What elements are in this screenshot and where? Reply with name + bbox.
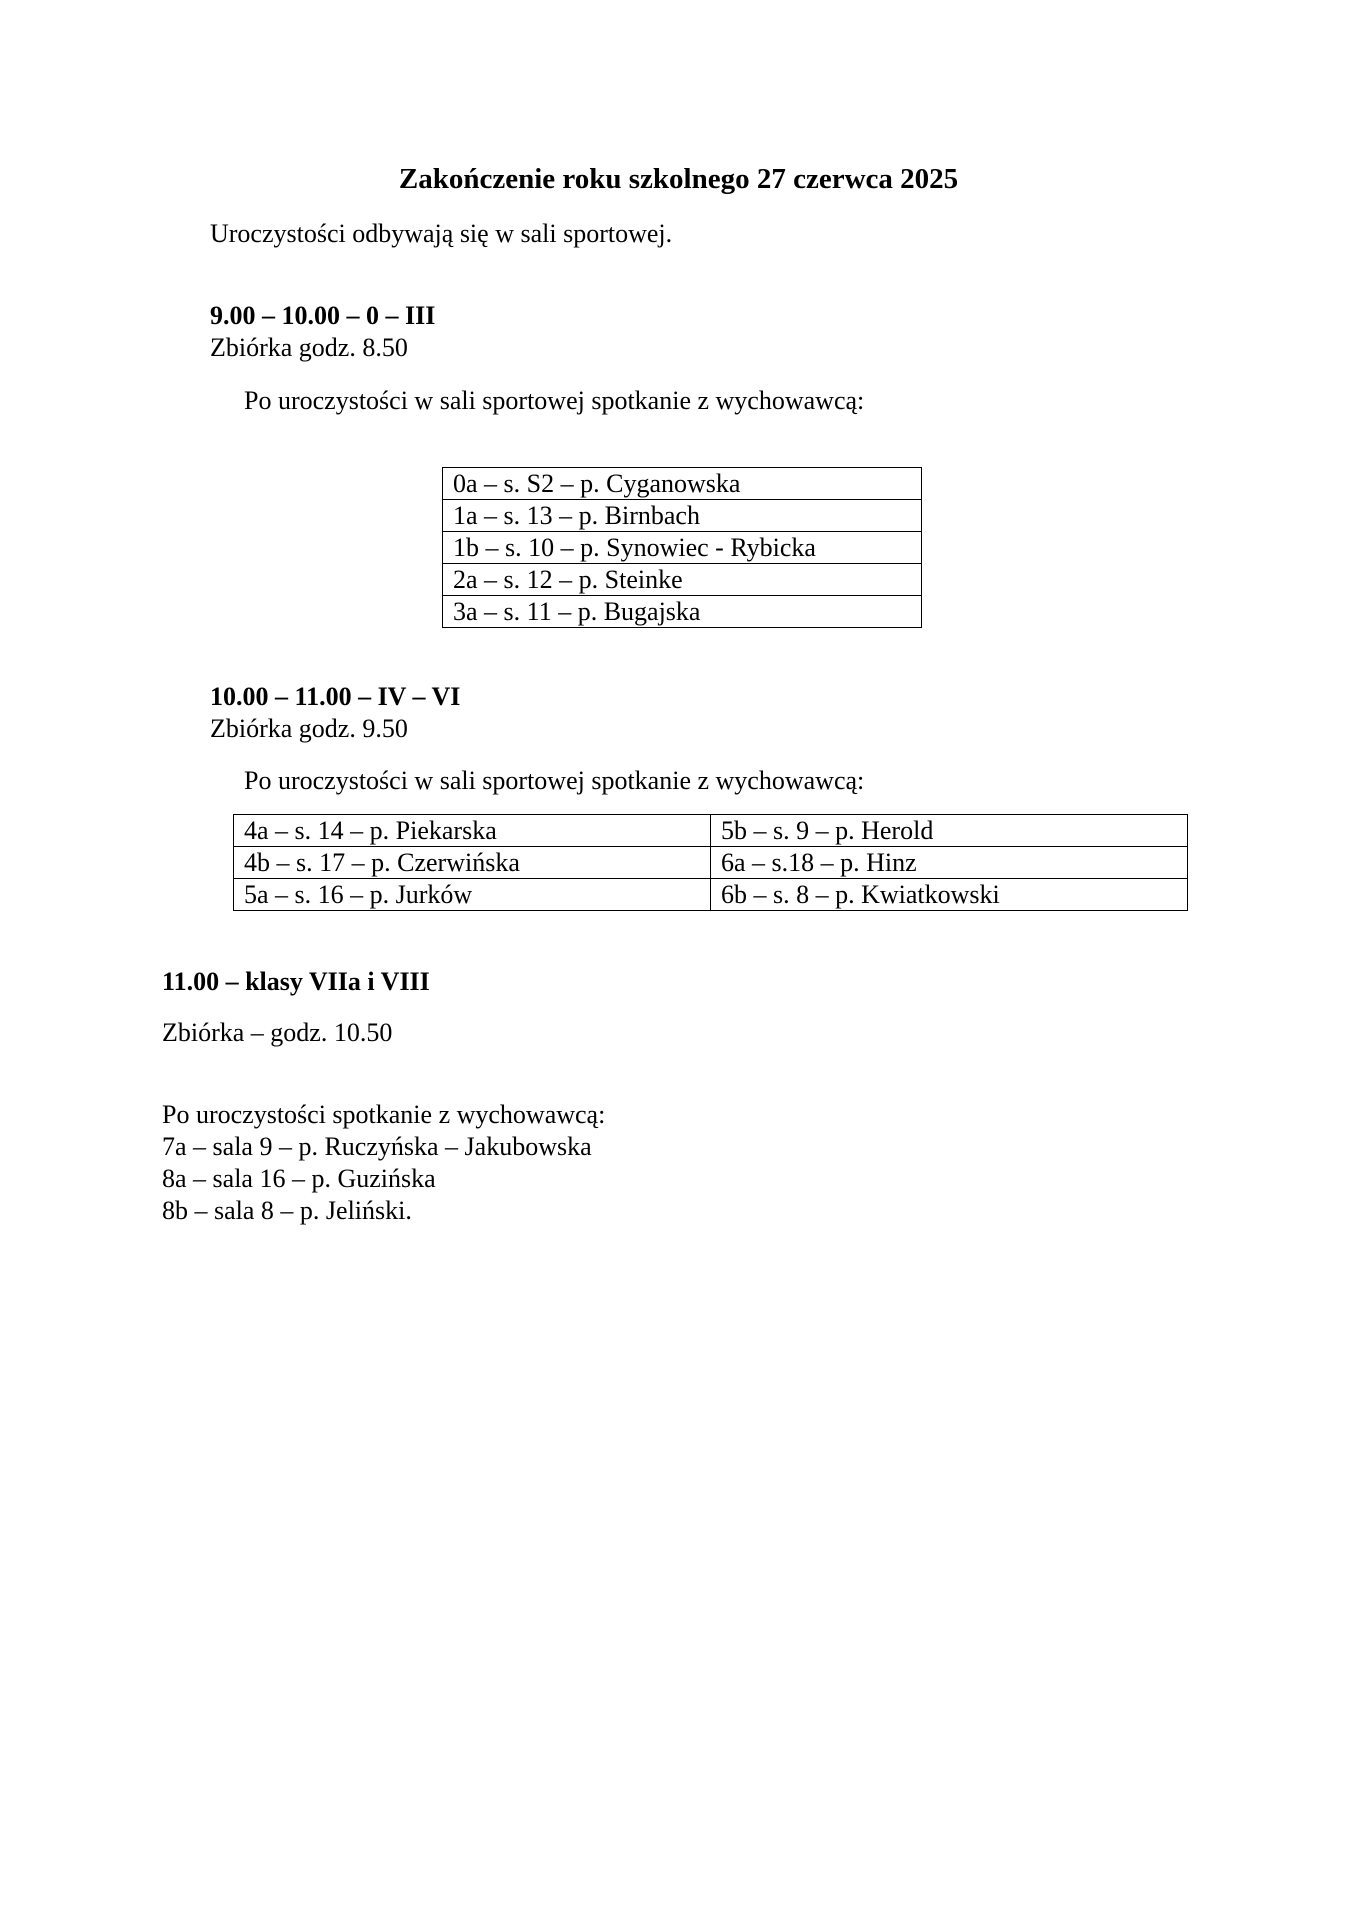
section1-table	[442, 467, 922, 628]
section2-heading: 10.00 – 11.00 – IV – VI	[210, 682, 461, 711]
table-row	[443, 564, 922, 596]
table-row	[443, 500, 922, 532]
table-row	[234, 815, 1188, 847]
section2-table	[233, 814, 1188, 911]
table-cell: 0a – s. S2 – p. Cyganowska	[443, 468, 922, 500]
table-cell: 6b – s. 8 – p. Kwiatkowski	[711, 879, 1188, 911]
section3-gathering: Zbiórka – godz. 10.50	[162, 1018, 393, 1047]
table-cell: 1b – s. 10 – p. Synowiec - Rybicka	[443, 532, 922, 564]
section3-heading: 11.00 – klasy VIIa i VIII	[162, 967, 430, 996]
section1-gathering: Zbiórka godz. 8.50	[210, 333, 408, 362]
section3-after-text: Po uroczystości spotkanie z wychowawcą:	[162, 1100, 606, 1129]
table-cell: 4a – s. 14 – p. Piekarska	[234, 815, 711, 847]
section1-heading: 9.00 – 10.00 – 0 – III	[210, 301, 436, 330]
table-cell: 2a – s. 12 – p. Steinke	[443, 564, 922, 596]
section3-line: 8a – sala 16 – p. Guzińska	[162, 1164, 436, 1193]
table-cell: 4b – s. 17 – p. Czerwińska	[234, 847, 711, 879]
table-cell: 5a – s. 16 – p. Jurków	[234, 879, 711, 911]
table-cell: 6a – s.18 – p. Hinz	[711, 847, 1188, 879]
table-cell: 3a – s. 11 – p. Bugajska	[443, 596, 922, 628]
section2-after-text: Po uroczystości w sali sportowej spotkanie z wychowawcą:	[244, 766, 865, 795]
intro-text: Uroczystości odbywają się w sali sportowej.	[210, 219, 673, 248]
table-cell: 5b – s. 9 – p. Herold	[711, 815, 1188, 847]
table-row	[234, 879, 1188, 911]
table-row	[443, 596, 922, 628]
table-row	[443, 468, 922, 500]
section3-line: 8b – sala 8 – p. Jeliński.	[162, 1196, 412, 1225]
table-row	[443, 532, 922, 564]
section3-line: 7a – sala 9 – p. Ruczyńska – Jakubowska	[162, 1132, 592, 1161]
section2-gathering: Zbiórka godz. 9.50	[210, 714, 408, 743]
table-cell: 1a – s. 13 – p. Birnbach	[443, 500, 922, 532]
section1-after-text: Po uroczystości w sali sportowej spotkanie z wychowawcą:	[244, 386, 865, 415]
document-title: Zakończenie roku szkolnego 27 czerwca 2025	[398, 163, 959, 195]
table-row	[234, 847, 1188, 879]
